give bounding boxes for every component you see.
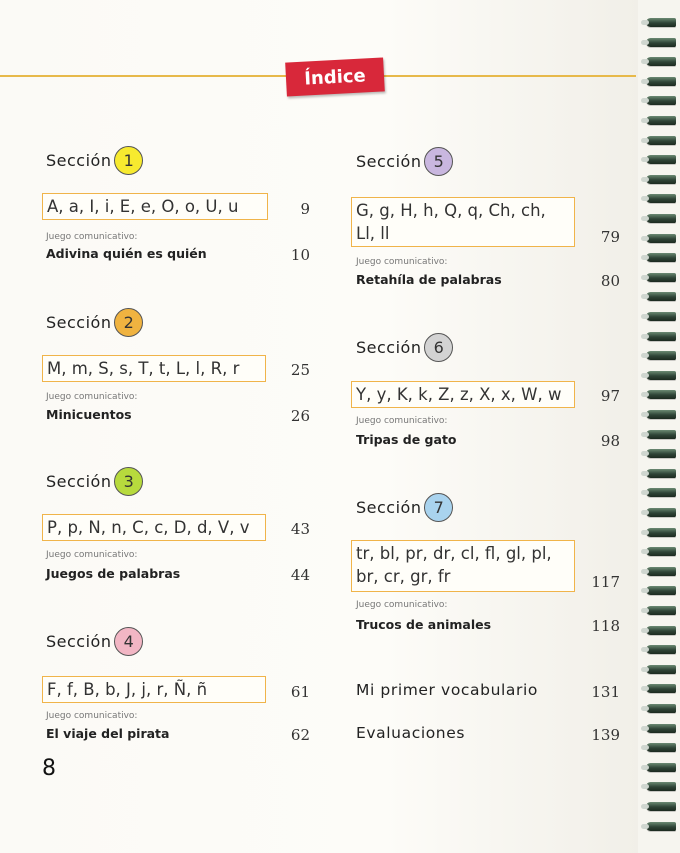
evaluations-title[interactable]: Evaluaciones [356, 724, 466, 742]
section-7-letters-box [351, 540, 575, 592]
spiral-coil [646, 704, 676, 713]
section-5-letters-line-2: Ll, ll [356, 224, 390, 243]
section-2-heading: Sección 2 [46, 308, 143, 337]
spiral-coil [646, 645, 676, 654]
section-6-heading: Sección 6 [356, 333, 453, 362]
spiral-coil [646, 763, 676, 772]
spiral-coil [646, 253, 676, 262]
section-3-game-label: Juego comunicativo: [46, 550, 138, 560]
index-title-badge: Índice [285, 57, 385, 96]
section-6-game-label: Juego comunicativo: [356, 416, 448, 426]
section-4-page[interactable]: 61 [290, 683, 310, 701]
section-7-game-title[interactable]: Trucos de animales [356, 617, 492, 632]
section-7-number-badge: 7 [424, 493, 453, 522]
section-3-page[interactable]: 43 [290, 520, 310, 538]
section-4-number-badge: 4 [114, 627, 143, 656]
spiral-coil [646, 782, 676, 791]
spiral-coil [646, 332, 676, 341]
spiral-coil [646, 175, 676, 184]
section-4-heading: Sección 4 [46, 627, 143, 656]
spiral-coil [646, 430, 676, 439]
spiral-coil [646, 155, 676, 164]
spiral-coil [646, 508, 676, 517]
section-1-letters-box: A, a, I, i, E, e, O, o, U, u [42, 193, 268, 220]
section-1-game-page[interactable]: 10 [290, 246, 310, 264]
section-1-number-badge: 1 [114, 146, 143, 175]
vocabulary-title[interactable]: Mi primer vocabulario [356, 681, 538, 699]
spiral-coil [646, 469, 676, 478]
spiral-coil [646, 214, 676, 223]
section-7-letters-line-2: br, cr, gr, fr [356, 567, 451, 586]
section-3-game-title[interactable]: Juegos de palabras [46, 566, 181, 581]
section-5-page[interactable]: 79 [600, 228, 620, 246]
spiral-coil [646, 57, 676, 66]
section-5-letters-box [351, 197, 575, 247]
spiral-coil [646, 234, 676, 243]
section-5-number-badge: 5 [424, 147, 453, 176]
spiral-coil [646, 665, 676, 674]
page-number: 8 [42, 756, 56, 781]
evaluations-page[interactable]: 139 [591, 726, 620, 744]
section-7-heading: Sección 7 [356, 493, 453, 522]
section-5-game-title[interactable]: Retahíla de palabras [356, 272, 502, 287]
spiral-coil [646, 273, 676, 282]
section-1-heading: Sección 1 [46, 146, 143, 175]
spiral-coil [646, 528, 676, 537]
section-7-letters-line-1: tr, bl, pr, dr, cl, fl, gl, pl, [356, 544, 552, 563]
spiral-coil [646, 684, 676, 693]
section-3-game-page[interactable]: 44 [290, 566, 310, 584]
section-2-game-page[interactable]: 26 [290, 407, 310, 425]
spiral-coil [646, 743, 676, 752]
spiral-coil [646, 77, 676, 86]
spiral-coil [646, 18, 676, 27]
section-4-game-page[interactable]: 62 [290, 726, 310, 744]
section-3-heading: Sección 3 [46, 467, 143, 496]
section-2-letters-box: M, m, S, s, T, t, L, l, R, r [42, 355, 266, 382]
section-7-game-label: Juego comunicativo: [356, 600, 448, 610]
section-2-number-badge: 2 [114, 308, 143, 337]
section-4-game-label: Juego comunicativo: [46, 711, 138, 721]
spiral-coil [646, 136, 676, 145]
spiral-coil [646, 371, 676, 380]
section-3-number-badge: 3 [114, 467, 143, 496]
section-5-game-label: Juego comunicativo: [356, 257, 448, 267]
section-6-number-badge: 6 [424, 333, 453, 362]
section-6-page[interactable]: 97 [600, 387, 620, 405]
spiral-coil [646, 547, 676, 556]
spiral-coil [646, 390, 676, 399]
section-6-letters-box: Y, y, K, k, Z, z, X, x, W, w [351, 381, 575, 408]
section-2-game-title[interactable]: Minicuentos [46, 407, 132, 422]
spiral-coil [646, 822, 676, 831]
spiral-coil [646, 606, 676, 615]
section-3-letters-box: P, p, N, n, C, c, D, d, V, v [42, 514, 266, 541]
section-2-page[interactable]: 25 [290, 361, 310, 379]
spiral-coil [646, 116, 676, 125]
section-4-letters-box: F, f, B, b, J, j, r, Ñ, ñ [42, 676, 266, 703]
spiral-coil [646, 96, 676, 105]
spiral-coil [646, 449, 676, 458]
section-5-game-page[interactable]: 80 [600, 272, 620, 290]
section-6-game-title[interactable]: Tripas de gato [356, 432, 457, 447]
spiral-coil [646, 724, 676, 733]
spiral-coil [646, 38, 676, 47]
section-1-game-title[interactable]: Adivina quién es quién [46, 246, 207, 261]
section-7-game-page[interactable]: 118 [591, 617, 620, 635]
section-5-letters-line-1: G, g, H, h, Q, q, Ch, ch, [356, 201, 546, 220]
spiral-coil [646, 312, 676, 321]
spiral-coil [646, 351, 676, 360]
spiral-binding [638, 0, 680, 853]
section-4-game-title[interactable]: El viaje del pirata [46, 726, 170, 741]
section-7-page[interactable]: 117 [591, 573, 620, 591]
section-5-heading: Sección 5 [356, 147, 453, 176]
spiral-coil [646, 802, 676, 811]
spiral-coil [646, 410, 676, 419]
spiral-coil [646, 194, 676, 203]
spiral-coil [646, 586, 676, 595]
spiral-coil [646, 488, 676, 497]
section-1-game-label: Juego comunicativo: [46, 232, 138, 242]
spiral-coil [646, 292, 676, 301]
section-1-page[interactable]: 9 [300, 200, 310, 218]
vocabulary-page[interactable]: 131 [591, 683, 620, 701]
section-2-game-label: Juego comunicativo: [46, 392, 138, 402]
section-6-game-page[interactable]: 98 [600, 432, 620, 450]
spiral-coil [646, 626, 676, 635]
spiral-coil [646, 567, 676, 576]
